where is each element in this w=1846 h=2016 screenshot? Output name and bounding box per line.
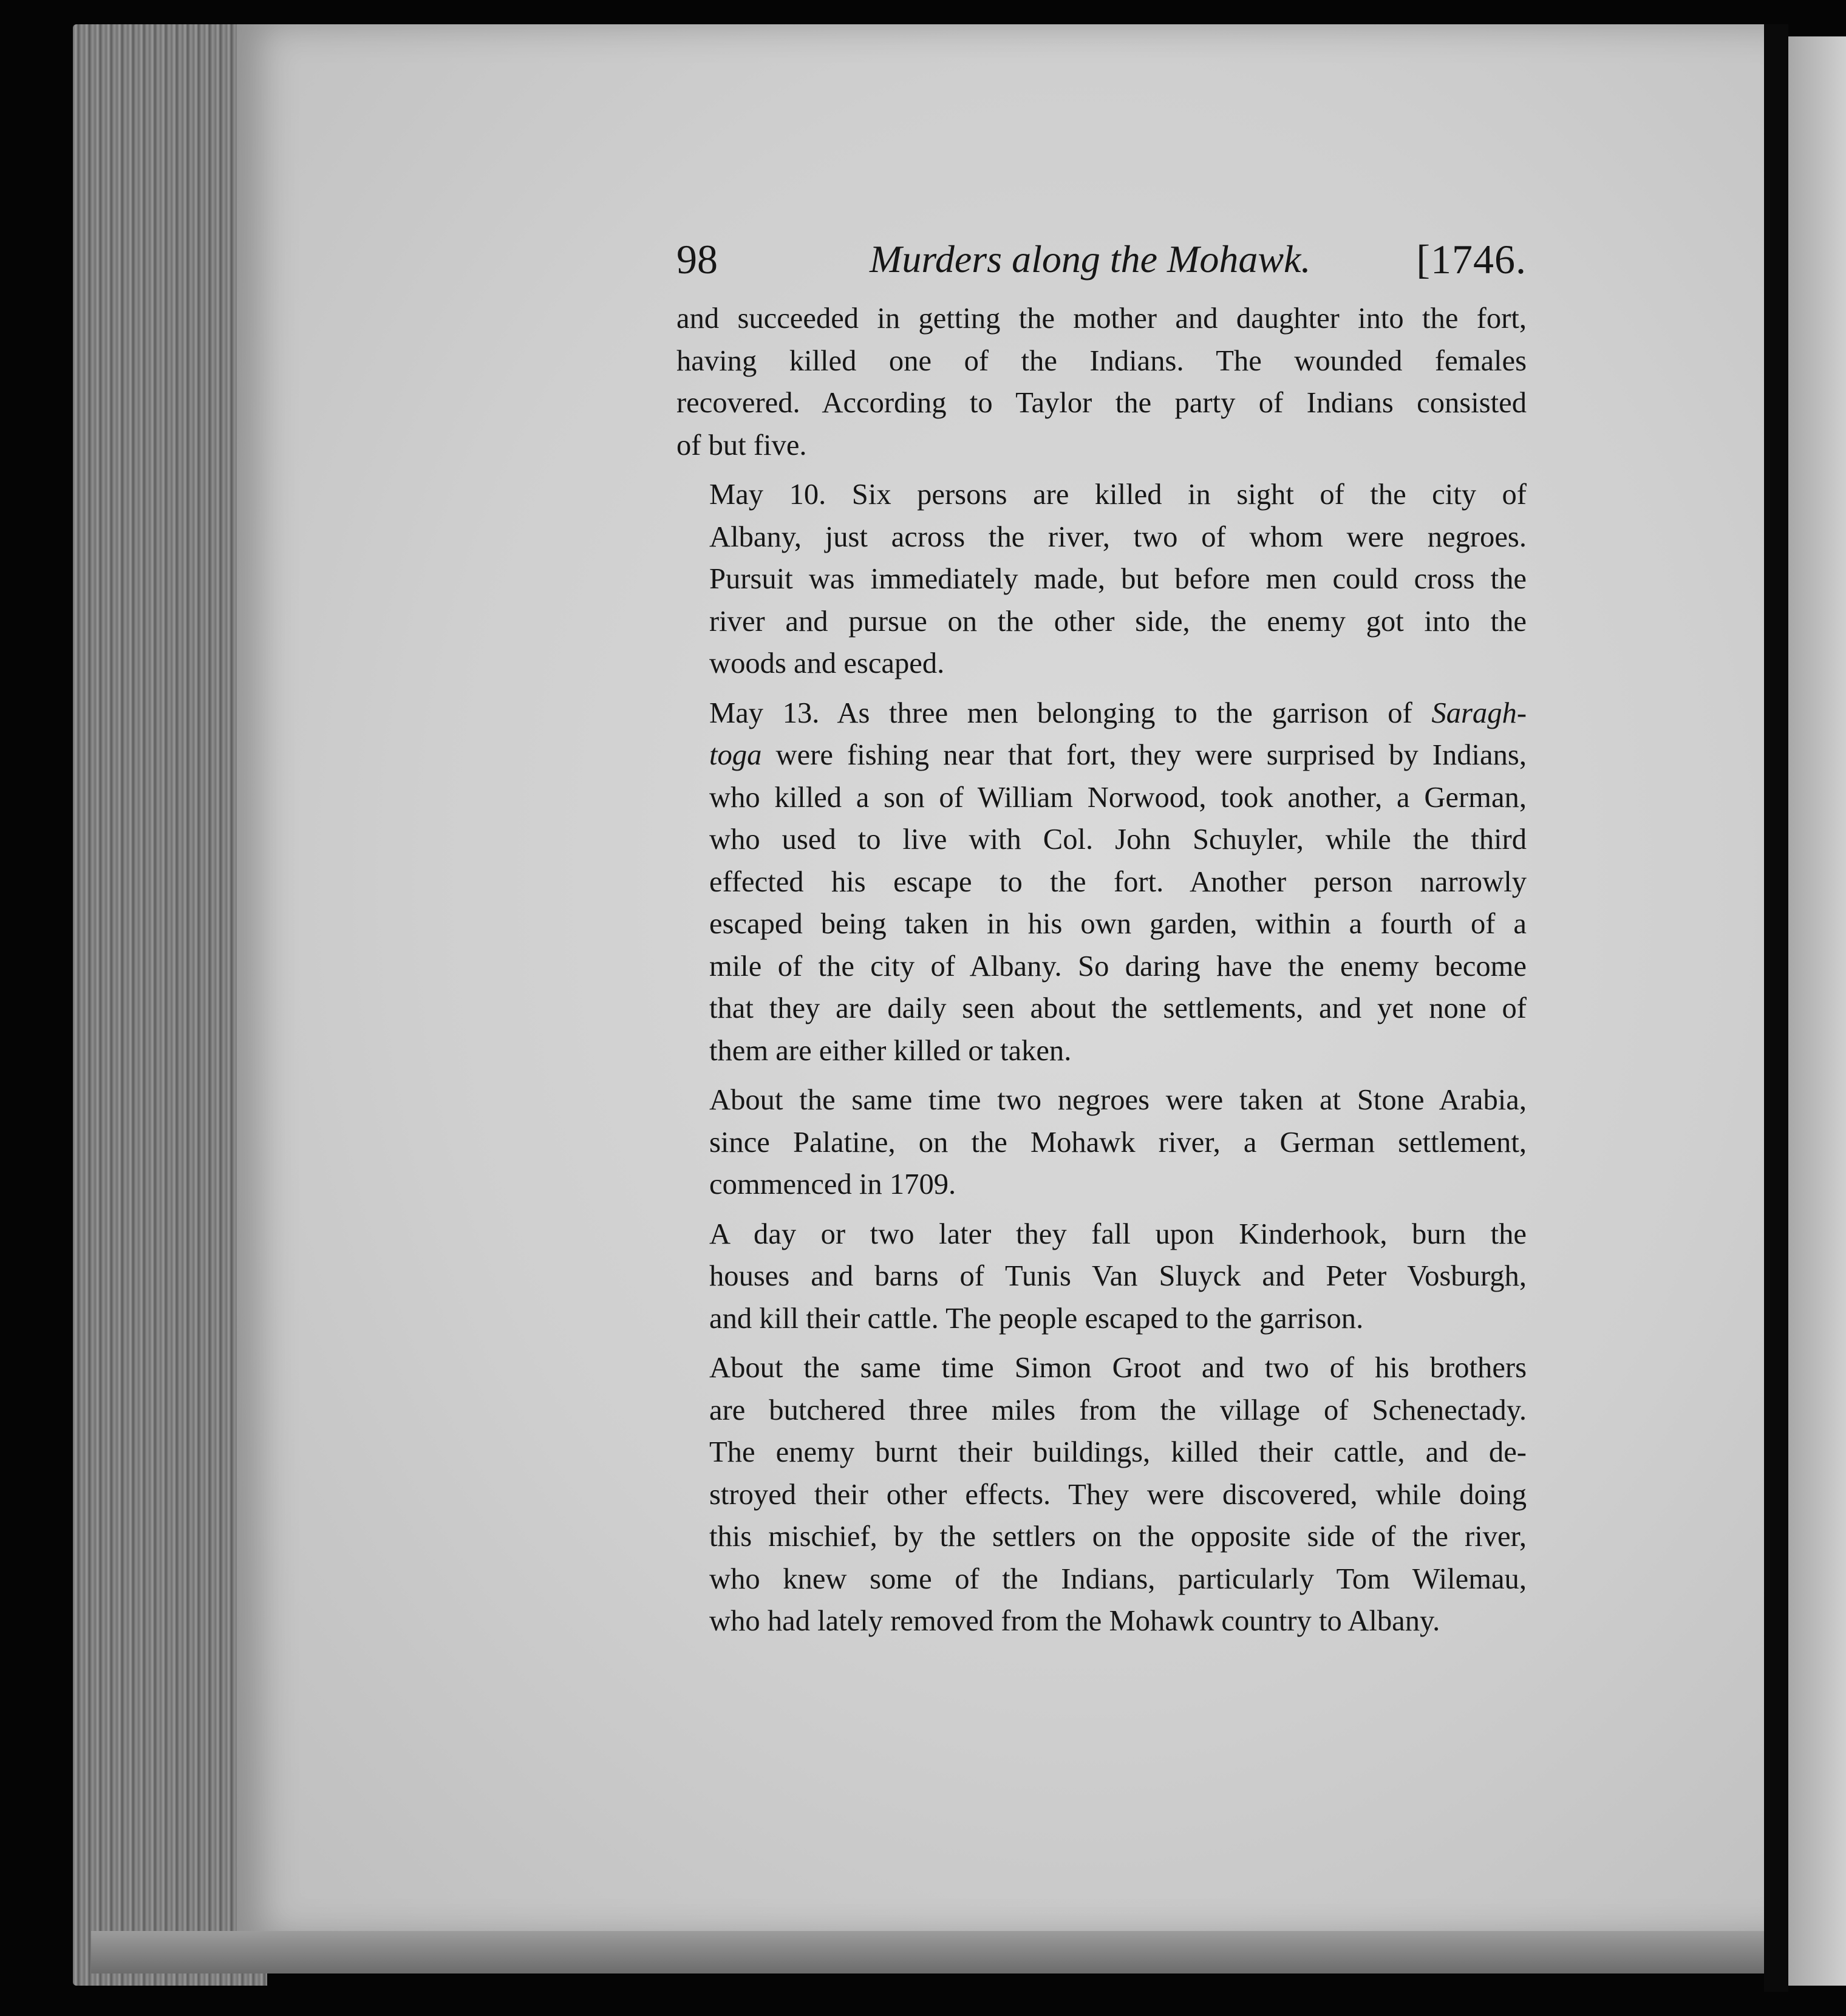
page-number: 98 [676, 236, 718, 282]
paragraph [676, 1213, 1527, 1340]
text-line: and kill their cattle. The people escaped to the garrison. [709, 1301, 1364, 1335]
text-line: mile of the city of Albany. So daring have the enemy become [709, 949, 1527, 982]
running-title: Murders along the Mohawk. [870, 237, 1311, 281]
text-line: who knew some of the Indians, particularly Tom Wilemau, [709, 1562, 1527, 1595]
text-line: this mischief, by the settlers on the opposite side of the river, [709, 1520, 1527, 1553]
running-head [676, 231, 1527, 298]
text-line: Pursuit was immediately made, but before men could cross the [709, 562, 1527, 595]
text-line: of but five. [676, 428, 807, 461]
text-line: May 13. As three men belonging to the garrison of Saragh- [709, 696, 1527, 729]
text-line: A day or two later they fall upon Kinderhook, burn the [709, 1217, 1527, 1250]
text-line: houses and barns of Tunis Van Sluyck and Peter Vosburgh, [709, 1259, 1527, 1292]
text-line: that they are daily seen about the settlements, and yet none of [709, 992, 1527, 1024]
facing-page-sliver [1788, 36, 1846, 1986]
running-year: [1746. [1416, 236, 1527, 282]
text-line: river and pursue on the other side, the enemy got into the [709, 604, 1527, 638]
text-line: recovered. According to Taylor the party of Indians consisted [676, 386, 1527, 419]
text-line: woods and escaped. [709, 647, 945, 679]
text-line: About the same time two negroes were taken at Stone Arabia, [709, 1083, 1527, 1116]
text-line: escaped being taken in his own garden, within a fourth of a [709, 907, 1527, 940]
paragraph [676, 298, 1527, 466]
text-line: stroyed their other effects. They were discovered, while doing [709, 1477, 1527, 1511]
text-line: The enemy burnt their buildings, killed their cattle, and de- [709, 1435, 1527, 1468]
paragraph [676, 1347, 1527, 1643]
text-line: commenced in 1709. [709, 1168, 956, 1200]
page-text-block [676, 231, 1527, 1650]
text-line: having killed one of the Indians. The wounded females [676, 344, 1527, 377]
paragraph [676, 692, 1527, 1072]
page-bottom-edge [91, 1931, 1779, 1973]
paragraph [676, 474, 1527, 685]
text-line: and succeeded in getting the mother and daughter into the fort, [676, 302, 1527, 335]
text-line: toga were fishing near that fort, they were surprised by Indians, [709, 738, 1527, 771]
text-line: May 10. Six persons are killed in sight of the city of [709, 478, 1527, 511]
paragraph [676, 1079, 1527, 1206]
text-line: since Palatine, on the Mohawk river, a German settlement, [709, 1125, 1527, 1159]
text-line: who killed a son of William Norwood, took another, a German, [709, 780, 1527, 814]
text-line: effected his escape to the fort. Another person narrowly [709, 865, 1527, 898]
text-line: them are either killed or taken. [709, 1034, 1072, 1067]
text-line: who had lately removed from the Mohawk country to Albany. [709, 1604, 1440, 1637]
text-line: who used to live with Col. John Schuyler, while the third [709, 823, 1527, 856]
text-line: are butchered three miles from the village of Schenectady. [709, 1393, 1527, 1426]
body-text [676, 298, 1527, 1643]
book-gutter [1764, 24, 1788, 1992]
text-line: About the same time Simon Groot and two of his brothers [709, 1351, 1527, 1384]
text-line: Albany, just across the river, two of whom were negroes. [709, 520, 1527, 553]
